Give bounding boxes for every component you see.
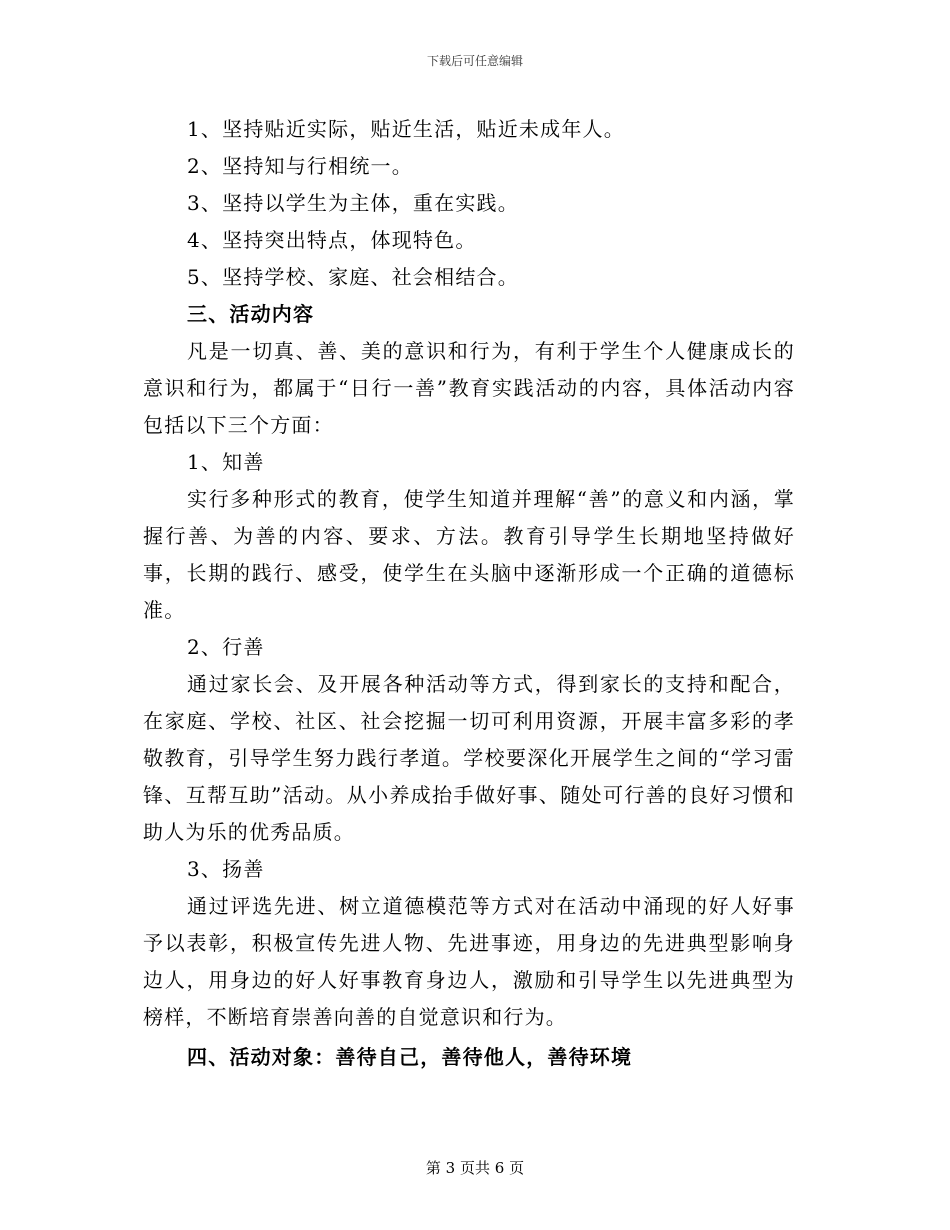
- section-3-heading: 三、活动内容: [187, 302, 315, 326]
- principle-item-1: 1、坚持贴近实际，贴近生活，贴近未成年人。: [187, 117, 625, 141]
- subsection-know-good-title: 1、知善: [187, 450, 265, 474]
- principle-item-5: 5、坚持学校、家庭、社会相结合。: [187, 265, 519, 289]
- subsection-know-good-body: 实行多种形式的教育，使学生知道并理解“善”的意义和内涵，掌握行善、为善的内容、要求、方法。教育引导学生长期地坚持做好事，长期的践行、感受，使学生在头脑中逐渐形成一个正确的道德标准。: [143, 487, 795, 622]
- subsection-promote-good-title: 3、扬善: [187, 857, 265, 881]
- principle-item-3: 3、坚持以学生为主体，重在实践。: [187, 191, 519, 215]
- section-4-heading: 四、活动对象：善待自己，善待他人，善待环境: [187, 1045, 633, 1069]
- principle-item-2: 2、坚持知与行相统一。: [187, 154, 413, 178]
- subsection-do-good-title: 2、行善: [187, 635, 265, 659]
- page-footer-number: 第 3 页共 6 页: [425, 1159, 525, 1177]
- subsection-promote-good-body: 通过评选先进、树立道德模范等方式对在活动中涌现的好人好事予以表彰，积极宣传先进人物、先进事迹，用身边的先进典型影响身边人，用身边的好人好事教育身边人，激励和引导学生以先进典型为榜样，不断培育崇善向善的自觉意识和行为。: [143, 894, 795, 1029]
- section-3-intro: 凡是一切真、善、美的意识和行为，有利于学生个人健康成长的意识和行为，都属于“日行一善”教育实践活动的内容，具体活动内容包括以下三个方面：: [143, 339, 795, 437]
- subsection-do-good-body: 通过家长会、及开展各种活动等方式，得到家长的支持和配合，在家庭、学校、社区、社会挖掘一切可利用资源，开展丰富多彩的孝敬教育，引导学生努力践行孝道。学校要深化开展学生之间的“学习雷锋、互帮互助”活动。从小养成抬手做好事、随处可行善的良好习惯和助人为乐的优秀品质。: [143, 672, 795, 844]
- document-body: [143, 111, 795, 1076]
- page-header-note: 下载后可任意编辑: [426, 54, 523, 68]
- principle-item-4: 4、坚持突出特点，体现特色。: [187, 228, 477, 252]
